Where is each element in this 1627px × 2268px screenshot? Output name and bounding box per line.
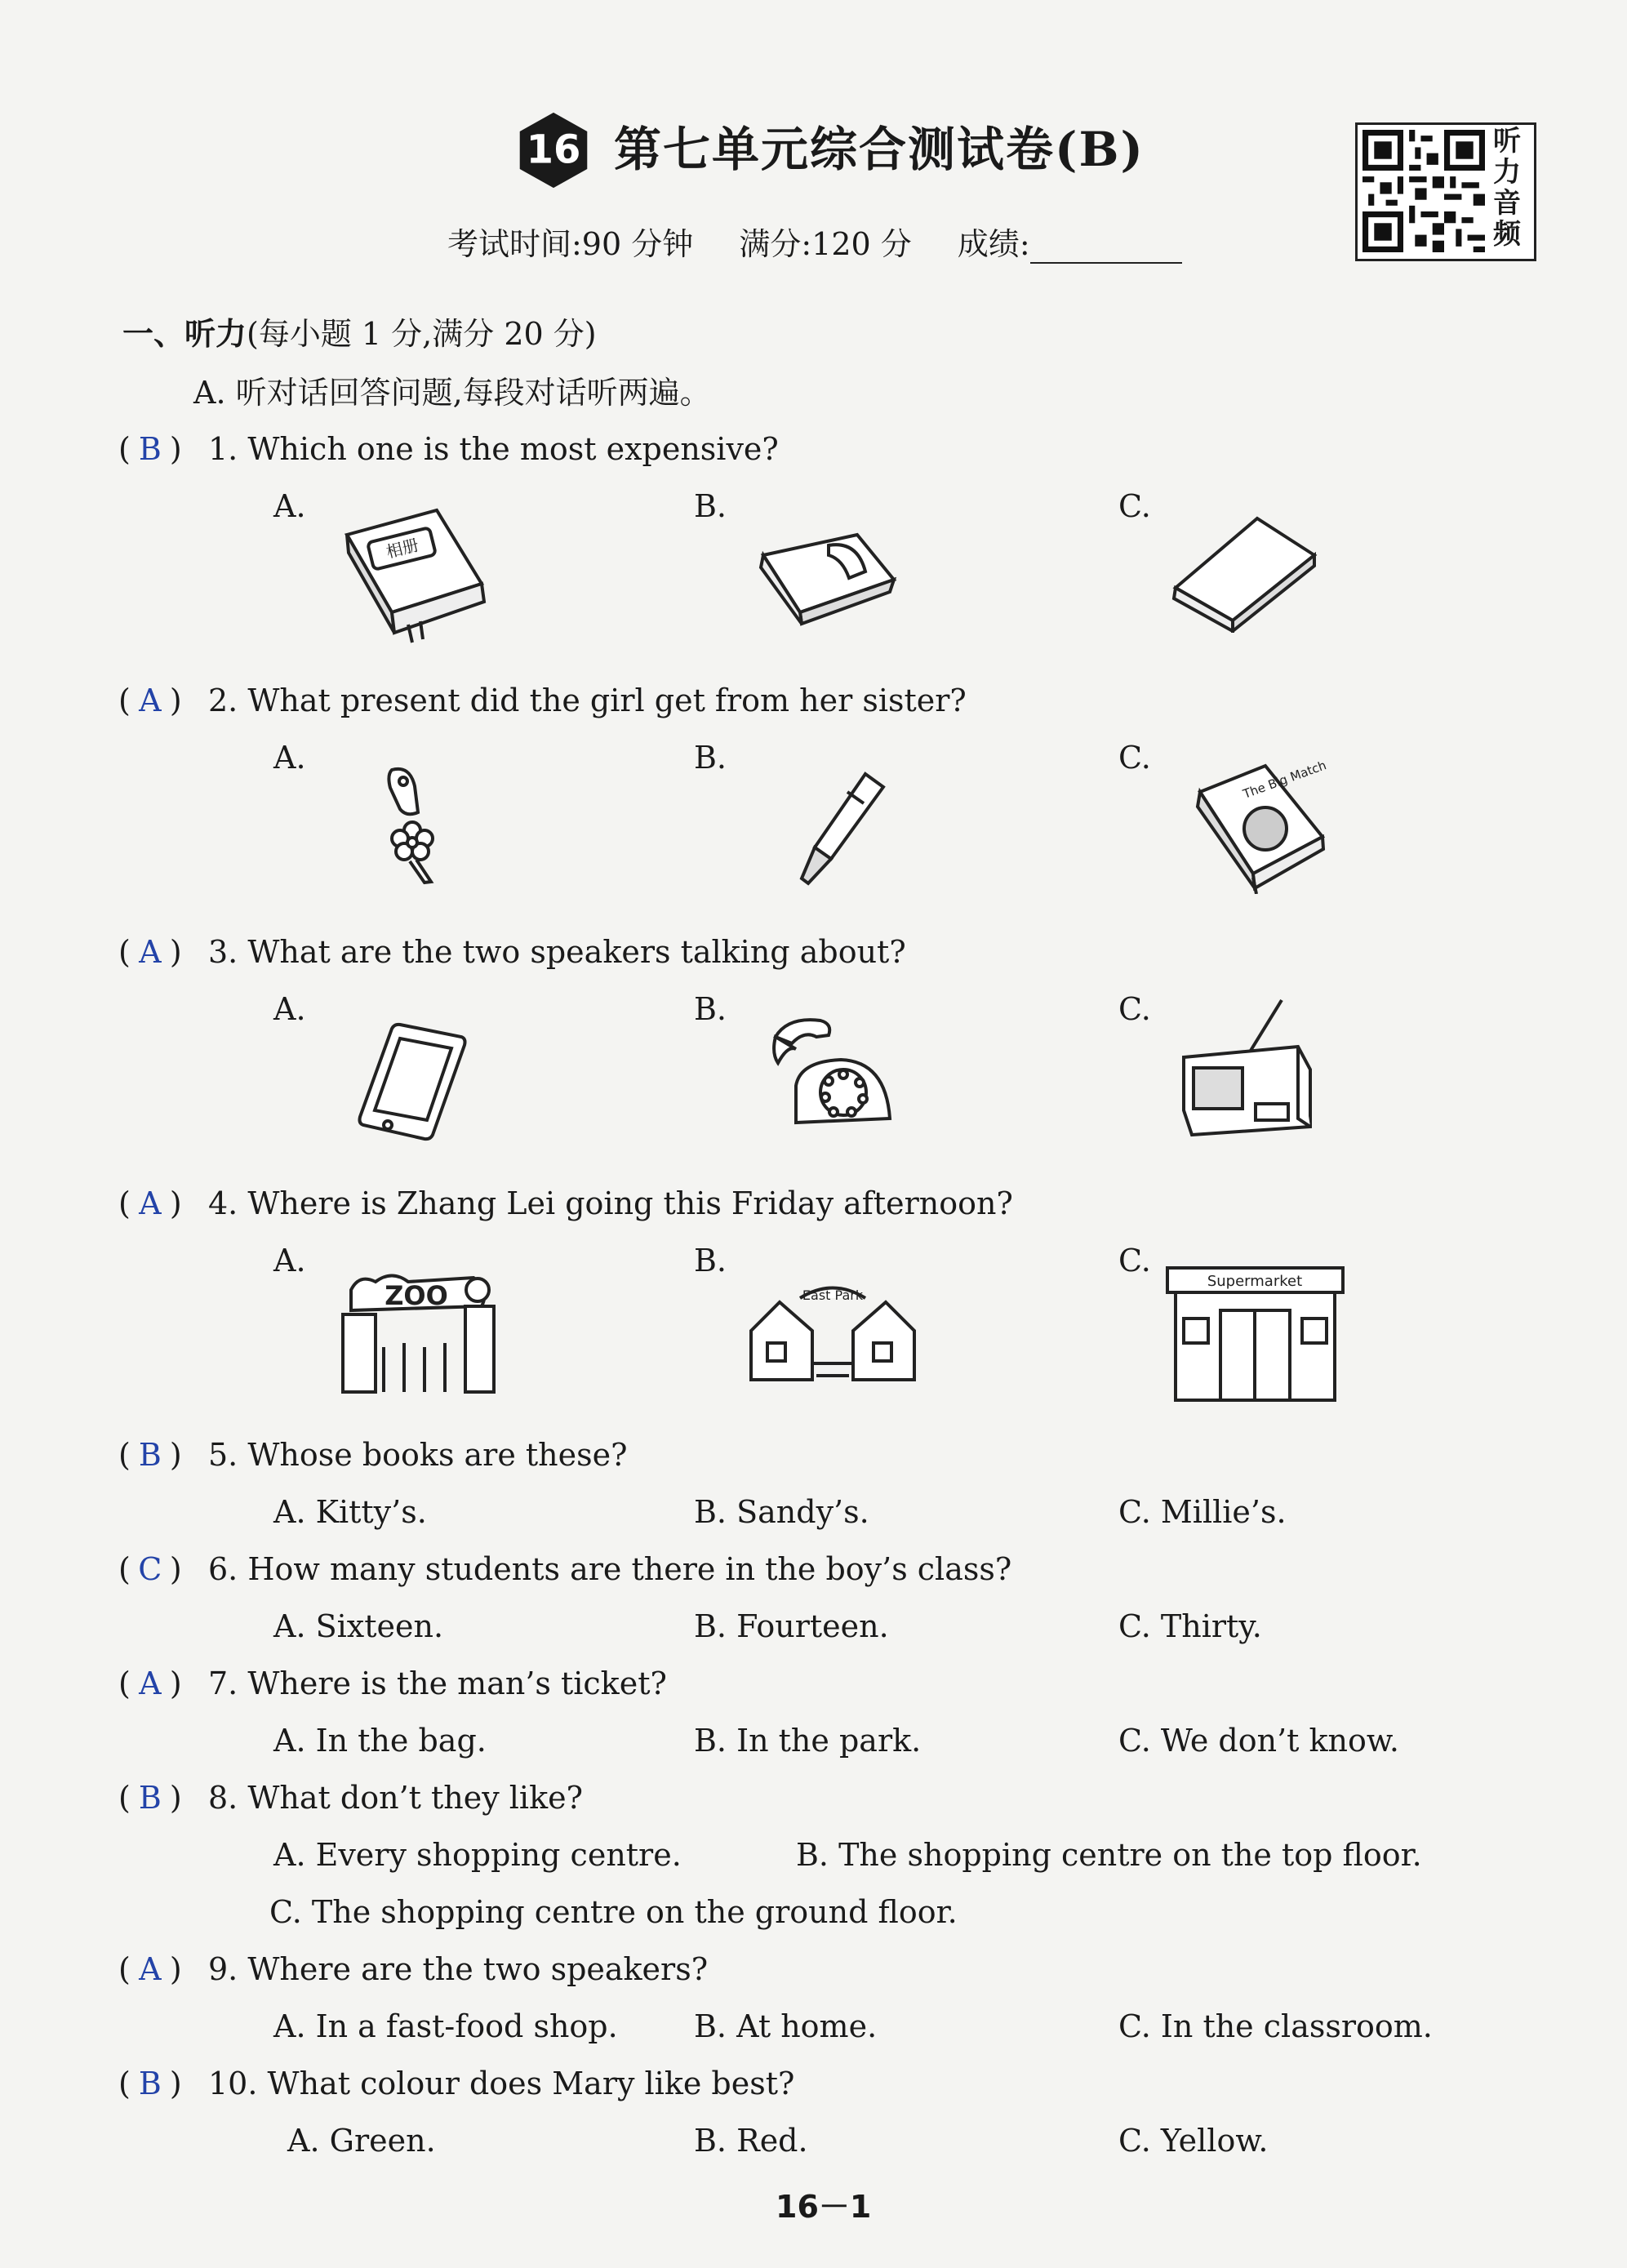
- option-c[interactable]: C. Yellow.: [1118, 2123, 1269, 2159]
- answer-bracket: ( A ): [118, 1951, 182, 1987]
- question-number: 1.: [208, 431, 238, 467]
- answer-bracket: ( B ): [118, 2066, 182, 2101]
- answer-mark: B: [138, 1437, 162, 1473]
- question-number: 10.: [208, 2066, 258, 2101]
- option-label: A.: [273, 740, 306, 776]
- radio-icon[interactable]: [1176, 996, 1322, 1139]
- question-text: Whose books are these?: [247, 1437, 628, 1473]
- qr-audio-label: 听力音频: [1493, 125, 1521, 251]
- question-text: What don’t they like?: [247, 1780, 583, 1816]
- option-a[interactable]: A. In the bag.: [273, 1723, 487, 1759]
- score-blank[interactable]: [1030, 238, 1182, 264]
- question-row: [118, 1185, 1013, 1221]
- svg-text:The Big Match: The Big Match: [1241, 759, 1329, 802]
- unit-number: 16: [526, 127, 581, 173]
- question-row: [118, 683, 967, 718]
- question-text: What present did the girl get from her sister?: [247, 683, 967, 718]
- book-icon[interactable]: [1159, 510, 1322, 633]
- answer-bracket: ( A ): [118, 1185, 182, 1221]
- exam-time: 考试时间:90 分钟: [447, 226, 694, 262]
- zoo-label: ZOO: [385, 1280, 448, 1311]
- option-c[interactable]: C. Millie’s.: [1118, 1494, 1287, 1530]
- option-label: B.: [694, 1243, 727, 1279]
- question-number: 2.: [208, 683, 238, 718]
- option-label: A.: [273, 1243, 306, 1279]
- option-b[interactable]: B. Sandy’s.: [694, 1494, 869, 1530]
- section-note: (每小题 1 分,满分 20 分): [247, 316, 597, 352]
- section-title: 一、听力: [122, 315, 247, 352]
- question-number: 7.: [208, 1665, 238, 1701]
- park-label: East Park: [802, 1287, 864, 1303]
- answer-bracket: ( A ): [118, 1665, 182, 1701]
- option-label: C.: [1118, 740, 1151, 776]
- question-text: Which one is the most expensive?: [247, 431, 779, 467]
- option-b[interactable]: B. At home.: [694, 2008, 878, 2044]
- park-icon[interactable]: [743, 1274, 922, 1392]
- question-number: 5.: [208, 1437, 238, 1473]
- answer-bracket: ( C ): [118, 1551, 182, 1587]
- question-row: [118, 431, 779, 467]
- answer-mark: A: [139, 1185, 162, 1221]
- option-label: B.: [694, 488, 727, 524]
- option-b[interactable]: B. Fourteen.: [694, 1608, 889, 1644]
- option-a[interactable]: A. Every shopping centre.: [273, 1837, 682, 1873]
- unit-number-badge: [514, 111, 593, 189]
- answer-bracket: ( A ): [118, 934, 182, 970]
- telephone-icon[interactable]: [763, 1012, 898, 1131]
- hairpin-icon[interactable]: [367, 763, 457, 886]
- storybook-icon[interactable]: [1188, 759, 1331, 894]
- option-label: A.: [273, 991, 306, 1027]
- answer-mark: A: [139, 1665, 162, 1701]
- question-row: [118, 1551, 1011, 1587]
- wallet-icon[interactable]: [751, 523, 906, 629]
- supermarket-icon[interactable]: [1163, 1261, 1347, 1404]
- question-text: Where is the man’s ticket?: [247, 1665, 667, 1701]
- option-label: B.: [694, 991, 727, 1027]
- pen-icon[interactable]: [784, 767, 890, 890]
- answer-mark: C: [138, 1551, 162, 1587]
- option-label: C.: [1118, 488, 1151, 524]
- option-c[interactable]: C. In the classroom.: [1118, 2008, 1433, 2044]
- option-label: A.: [273, 488, 306, 524]
- supermarket-label: Supermarket: [1207, 1273, 1303, 1290]
- question-row: [118, 2066, 794, 2101]
- question-number: 9.: [208, 1951, 238, 1987]
- question-row: [118, 1437, 628, 1473]
- option-label: C.: [1118, 991, 1151, 1027]
- option-b[interactable]: B. Red.: [694, 2123, 808, 2159]
- question-text: How many students are there in the boy’s class?: [247, 1551, 1012, 1587]
- section-instruction: A. 听对话回答问题,每段对话听两遍。: [193, 375, 711, 411]
- page-number: 16－1: [776, 2189, 872, 2225]
- question-number: 8.: [208, 1780, 238, 1816]
- answer-mark: A: [139, 683, 162, 718]
- question-row: [118, 1780, 583, 1816]
- question-number: 3.: [208, 934, 238, 970]
- question-row: [118, 934, 906, 970]
- full-score: 满分:120 分: [739, 226, 912, 262]
- answer-mark: A: [139, 1951, 162, 1987]
- option-c[interactable]: C. The shopping centre on the ground floor.: [269, 1894, 958, 1930]
- score-label: 成绩:: [957, 226, 1030, 262]
- question-text: Where are the two speakers?: [247, 1951, 709, 1987]
- question-row: [118, 1951, 708, 1987]
- answer-bracket: ( A ): [118, 683, 182, 718]
- option-a[interactable]: A. Sixteen.: [273, 1608, 444, 1644]
- mobile-phone-icon[interactable]: [355, 1021, 469, 1143]
- question-number: 4.: [208, 1185, 238, 1221]
- answer-bracket: ( B ): [118, 1437, 182, 1473]
- option-b[interactable]: B. The shopping centre on the top floor.: [796, 1837, 1422, 1873]
- page-title: 第七单元综合测试卷(B): [614, 122, 1145, 177]
- answer-mark: A: [139, 934, 162, 970]
- option-label: B.: [694, 740, 727, 776]
- qr-code-icon: [1363, 130, 1485, 252]
- exam-info: [447, 219, 1218, 264]
- question-text: What are the two speakers talking about?: [247, 934, 906, 970]
- section-heading: [122, 309, 597, 354]
- option-a[interactable]: A. In a fast-food shop.: [273, 2008, 618, 2044]
- answer-mark: B: [138, 431, 162, 467]
- answer-bracket: ( B ): [118, 431, 182, 467]
- zoo-icon[interactable]: [327, 1265, 506, 1396]
- question-row: [118, 1665, 667, 1701]
- question-text: Where is Zhang Lei going this Friday afternoon?: [247, 1185, 1013, 1221]
- answer-mark: B: [138, 2066, 162, 2101]
- option-c[interactable]: C. Thirty.: [1118, 1608, 1262, 1644]
- option-c[interactable]: C. We don’t know.: [1118, 1723, 1399, 1759]
- option-a[interactable]: A. Green.: [287, 2123, 436, 2159]
- album-label: 相册: [384, 535, 421, 563]
- option-label: C.: [1118, 1243, 1151, 1279]
- option-b[interactable]: B. In the park.: [694, 1723, 922, 1759]
- question-number: 6.: [208, 1551, 238, 1587]
- answer-bracket: ( B ): [118, 1780, 182, 1816]
- answer-mark: B: [138, 1780, 162, 1816]
- option-a[interactable]: A. Kitty’s.: [273, 1494, 427, 1530]
- photo-album-icon[interactable]: [331, 502, 494, 649]
- question-text: What colour does Mary like best?: [267, 2066, 795, 2101]
